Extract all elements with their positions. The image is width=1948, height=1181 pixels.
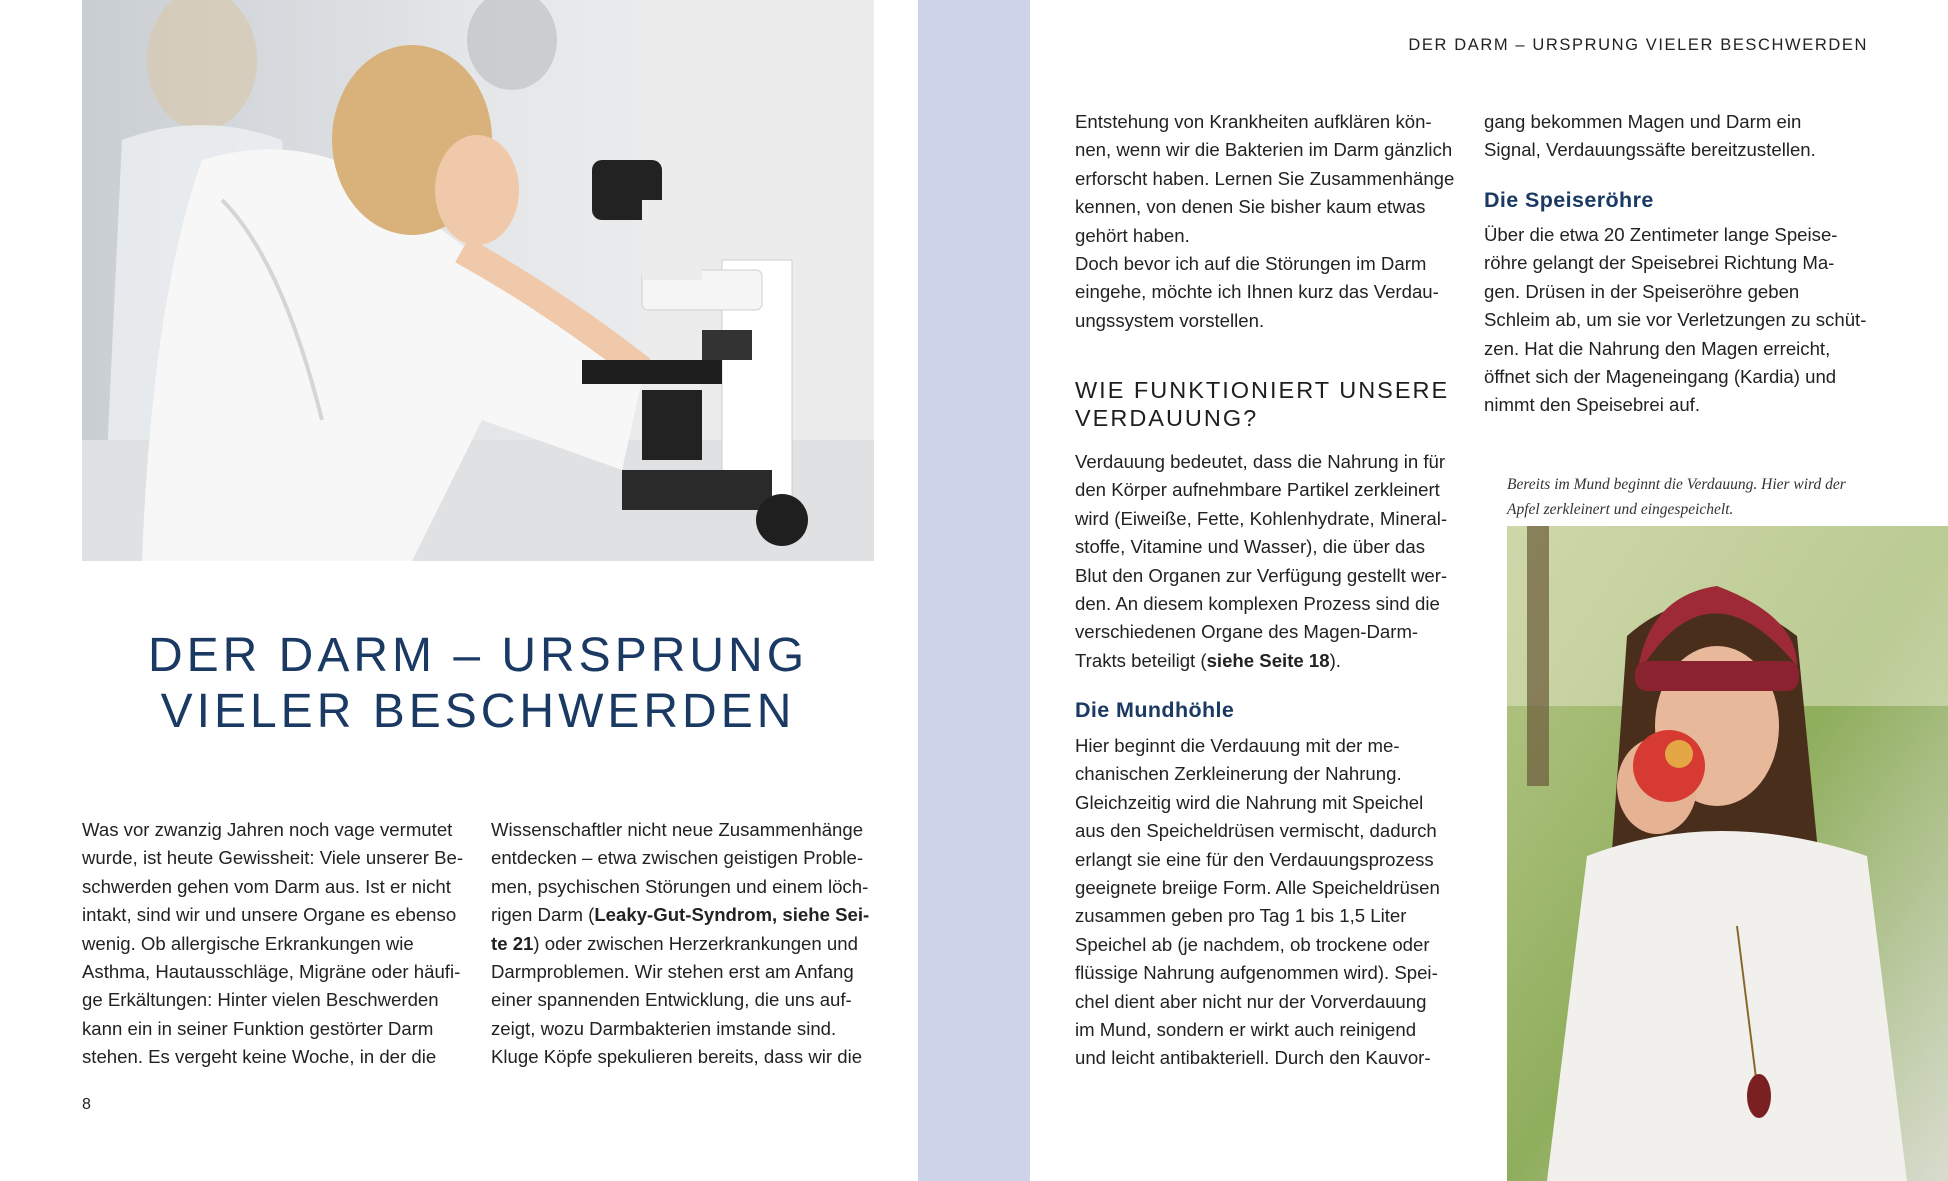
left-page <box>0 0 918 1181</box>
page-number: 8 <box>82 1096 91 1113</box>
image-caption: Bereits im Mund beginnt die Verdauung. Hier wird der Apfel zerkleinert und eingespeichelt. <box>1507 476 1846 518</box>
lab-scientist-microscope-photo <box>82 0 874 561</box>
intro-text: Entstehung von Krankheiten aufklären kön- nen, wenn wir die Bakterien im Darm gänzlich erforscht haben. Lernen Sie Zusammenhänge kennen, von denen Sie bisher kaum etwas gehört haben. Doch bevor ich auf die Störungen im Darm eingehe, möchte ich Ihnen kurz das Verdau- ungssystem vorstellen. <box>1075 111 1455 331</box>
subhead-speiseroehre: Die Speiseröhre <box>1484 188 1654 212</box>
column-2-intro: gang bekommen Magen und Darm ein Signal, Verdauungssäfte bereitzustellen. <box>1484 111 1816 161</box>
page-reference-leaky-gut[interactable]: Leaky-Gut-Syndrom, siehe Sei- te 21 <box>491 904 870 954</box>
body-column-2 <box>491 816 891 1072</box>
section-body-text-a: Verdauung bedeutet, dass die Nahrung in für den Körper aufnehmbare Partikel zerkleinert wird (Eiweiße, Fette, Kohlenhydrate, Mineral- stoffe, Vitamine und Wasser), die über das Blut den Organen zur Verfügung gestellt wer- den. An diesem komplexen Prozess sind die verschiedenen Organe des Magen-Darm- Trakts beteiligt ( <box>1075 451 1448 671</box>
body-column-2-text-b: ) oder zwischen Herzerkrankungen und Darmproblemen. Wir stehen erst am Anfang einer spannenden Entwicklung, die uns auf- zeigt, wozu Darmbakterien imstande sind. Kluge Köpfe spekulieren bereits, dass wir die <box>491 932 863 1068</box>
gutter-color-band <box>918 0 1030 1181</box>
body-column-2-text-a: Wissenschaftler nicht neue Zusammenhänge entdecken – etwa zwischen geistigen Proble- men, psychischen Störungen und einem löch- rigen Darm ( <box>491 819 869 926</box>
section-body-text-b: ). <box>1329 649 1341 671</box>
section-body <box>1075 448 1475 675</box>
page-reference-18[interactable]: siehe Seite 18 <box>1206 649 1330 671</box>
chapter-title: DER DARM – URSPRUNG VIELER BESCHWERDEN <box>147 629 809 738</box>
esophagus-text: Über die etwa 20 Zentimeter lange Speise- röhre gelangt der Speisebrei Richtung Ma- gen. Drüsen in der Speiseröhre geben Schleim ab, um sie vor Verletzungen zu schüt- zen. Hat die Nahrung den Magen erreicht, öffnet sich der Mageneingang (Kardia) und nimmt den Speisebrei auf. <box>1484 224 1867 416</box>
section-heading: WIE FUNKTIONIERT UNSERE VERDAUUNG? <box>1075 377 1450 431</box>
subhead-mundhoehle: Die Mundhöhle <box>1075 698 1235 722</box>
right-page <box>1030 0 1948 1181</box>
woman-biting-apple-photo <box>1507 526 1948 1181</box>
body-column-1: Was vor zwanzig Jahren noch vage vermutet wurde, ist heute Gewissheit: Viele unserer Be- schwerden gehen vom Darm aus. Ist er nicht intakt, sind wir und unsere Organe es ebenso wenig. Ob allergische Erkrankungen wie Asthma, Hautausschläge, Migräne oder häufi- ge Erkältungen: Hinter vielen Beschwerden kann ein in seiner Funktion gestörter Darm stehen. Es vergeht keine Woche, in der die <box>82 819 464 1068</box>
mouth-text: Hier beginnt die Verdauung mit der me- chanischen Zerkleinerung der Nahrung. Gleichzeitig wird die Nahrung mit Speichel aus den Speicheldrüsen vermischt, dadurch erlangt sie eine für den Verdauungsprozess geeignete breiige Form. Alle Speicheldrüsen zusammen geben pro Tag 1 bis 1,5 Liter Speichel ab (je nachdem, ob trockene oder flüssige Nahrung aufgenommen wird). Spei- chel dient aber nicht nur der Vorverdauung im Mund, sondern er wirkt auch reinigend und leicht antibakteriell. Durch den Kauvor- <box>1075 735 1440 1069</box>
running-header: DER DARM – URSPRUNG VIELER BESCHWERDEN <box>1408 36 1868 54</box>
